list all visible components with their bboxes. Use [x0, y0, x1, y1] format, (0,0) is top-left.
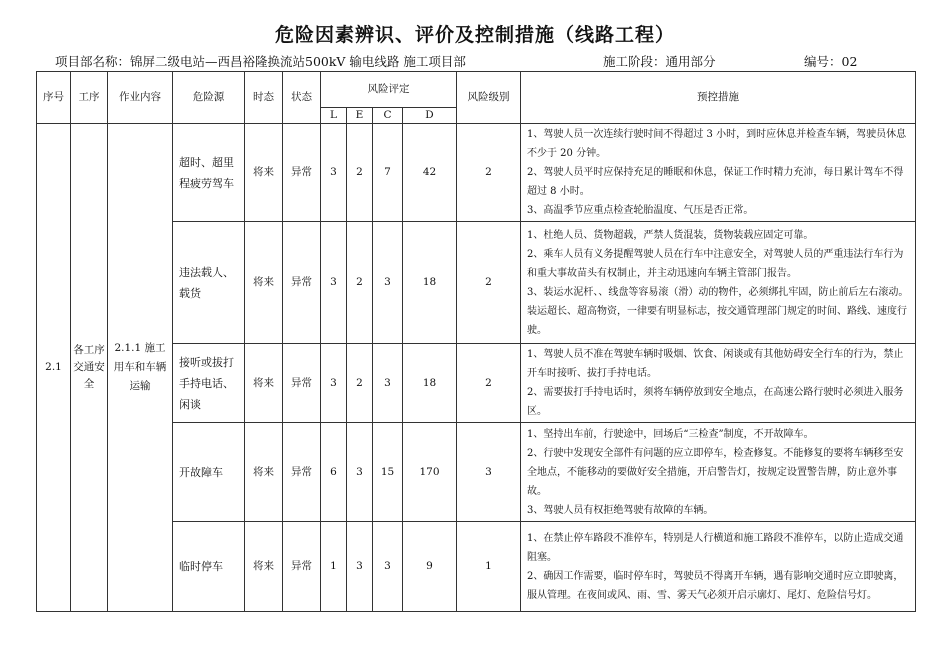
l-cell: 3 — [321, 222, 347, 344]
measure-item: 1、驾驶人员一次连续行驶时间不得超过 3 小时，到时应休息并检查车辆，驾驶员休息不少于 20 分钟。 — [527, 129, 907, 159]
measure-item: 3、驾驶人员有权拒绝驾驶有故障的车辆。 — [527, 504, 714, 516]
hazard-cell: 超时、超里程疲劳驾车 — [173, 124, 245, 222]
hazard-cell: 违法载人、载货 — [173, 222, 245, 344]
e-cell: 3 — [347, 522, 373, 612]
header-E: E — [347, 108, 373, 124]
e-cell: 2 — [347, 344, 373, 423]
group-seq: 2.1 — [37, 124, 71, 612]
header-activity: 作业内容 — [108, 72, 173, 124]
group-process: 各工序交通安全 — [71, 124, 108, 612]
risk-level-cell: 2 — [457, 222, 521, 344]
d-cell: 18 — [403, 222, 457, 344]
measures-cell — [521, 344, 916, 423]
hazard-cell: 接听或拔打手持电话、闲谈 — [173, 344, 245, 423]
header-tense: 时态 — [245, 72, 283, 124]
hazard-cell: 临时停车 — [173, 522, 245, 612]
header-process: 工序 — [71, 72, 108, 124]
e-cell: 2 — [347, 124, 373, 222]
state-cell: 异常 — [283, 344, 321, 423]
tense-cell: 将来 — [245, 423, 283, 522]
header-risk-level: 风险级别 — [457, 72, 521, 124]
c-cell: 3 — [373, 222, 403, 344]
group-activity: 2.1.1 施工用车和车辆运输 — [108, 124, 173, 612]
l-cell: 1 — [321, 522, 347, 612]
measure-item: 2、驾驶人员平时应保持充足的睡眠和休息，保证工作时精力充沛，每日累计驾车不得超过 8 小时。 — [527, 167, 904, 197]
tense-cell: 将来 — [245, 222, 283, 344]
document-title: 危险因素辨识、评价及控制措施（线路工程） — [274, 24, 675, 46]
header-hazard: 危险源 — [173, 72, 245, 124]
c-cell: 3 — [373, 344, 403, 423]
l-cell: 3 — [321, 124, 347, 222]
d-cell: 18 — [403, 344, 457, 423]
risk-level-cell: 3 — [457, 423, 521, 522]
hazard-table — [36, 71, 916, 612]
measures-cell — [521, 423, 916, 522]
header-state: 状态 — [283, 72, 321, 124]
e-cell: 3 — [347, 423, 373, 522]
state-cell: 异常 — [283, 222, 321, 344]
header-measures: 预控措施 — [521, 72, 916, 124]
header-risk-eval: 风险评定 — [321, 72, 457, 108]
tense-cell: 将来 — [245, 124, 283, 222]
construction-phase: 施工阶段：通用部分 — [603, 54, 716, 69]
tense-cell: 将来 — [245, 522, 283, 612]
measure-item: 2、确因工作需要，临时停车时，驾驶员不得离开车辆，遇有影响交通时应立即驶离，服从管理。在夜间或风、雨、雪、雾天气必须开启示廓灯、尾灯、危险信号灯。 — [527, 570, 904, 601]
measure-item: 3、高温季节应重点检查轮胎温度、气压是否正常。 — [527, 205, 754, 216]
measure-item: 2、乘车人员有义务提醒驾驶人员在行车中注意安全，对驾驶人员的严重违法行车行为和重大事故苗头有权制止，并主动迅速向车辆主管部门报告。 — [527, 248, 904, 279]
d-cell: 9 — [403, 522, 457, 612]
state-cell: 异常 — [283, 522, 321, 612]
measure-item: 1、杜绝人员、货物超载，严禁人货混装，货物装载应固定可靠。 — [527, 229, 814, 241]
state-cell: 异常 — [283, 423, 321, 522]
header-seq: 序号 — [37, 72, 71, 124]
measure-item: 1、驾驶人员不准在驾驶车辆时吸烟、饮食、闲谈或有其他妨碍安全行车的行为，禁止开车时接听、拔打手持电话。 — [527, 349, 904, 379]
measure-item: 1、在禁止停车路段不准停车，特别是人行横道和施工路段不准停车，以防止造成交通阻塞。 — [527, 532, 904, 563]
header-C: C — [373, 108, 403, 124]
measures-cell — [521, 124, 916, 222]
table-row — [37, 124, 916, 222]
e-cell: 2 — [347, 222, 373, 344]
header-D: D — [403, 108, 457, 124]
l-cell: 3 — [321, 344, 347, 423]
hazard-cell: 开故障车 — [173, 423, 245, 522]
measure-item: 2、需要拔打手持电话时，须将车辆停放到安全地点，在高速公路行驶时必须进入服务区。 — [527, 387, 904, 417]
measure-item: 1、坚持出车前，行驶途中，回场后“三检查”制度，不开故障车。 — [527, 428, 814, 440]
risk-level-cell: 1 — [457, 522, 521, 612]
document-code: 编号：02 — [804, 54, 858, 69]
c-cell: 15 — [373, 423, 403, 522]
header-row — [37, 72, 916, 108]
risk-level-cell: 2 — [457, 344, 521, 423]
measures-cell — [521, 522, 916, 612]
risk-level-cell: 2 — [457, 124, 521, 222]
project-name: 项目部名称：锦屏二级电站—西昌裕隆换流站500kV 输电线路 施工项目部 — [55, 54, 466, 69]
measures-cell — [521, 222, 916, 344]
measure-item: 2、行驶中发现安全部件有问题的应立即停车，检查修复。不能修复的要将车辆移至安全地点，不能移动的要做好安全措施，开启警告灯，按规定设置警告牌，防止意外事故。 — [527, 447, 904, 497]
state-cell: 异常 — [283, 124, 321, 222]
d-cell: 170 — [403, 423, 457, 522]
measure-item: 3、装运水泥杆、、线盘等容易滚（滑）动的物件，必须绑扎牢固，防止前后左右滚动。装运超长、超高物资，一律要有明显标志，按交通管理部门规定的时间、路线、速度行驶。 — [527, 286, 909, 336]
tense-cell: 将来 — [245, 344, 283, 423]
d-cell: 42 — [403, 124, 457, 222]
header-L: L — [321, 108, 347, 124]
c-cell: 7 — [373, 124, 403, 222]
c-cell: 3 — [373, 522, 403, 612]
l-cell: 6 — [321, 423, 347, 522]
